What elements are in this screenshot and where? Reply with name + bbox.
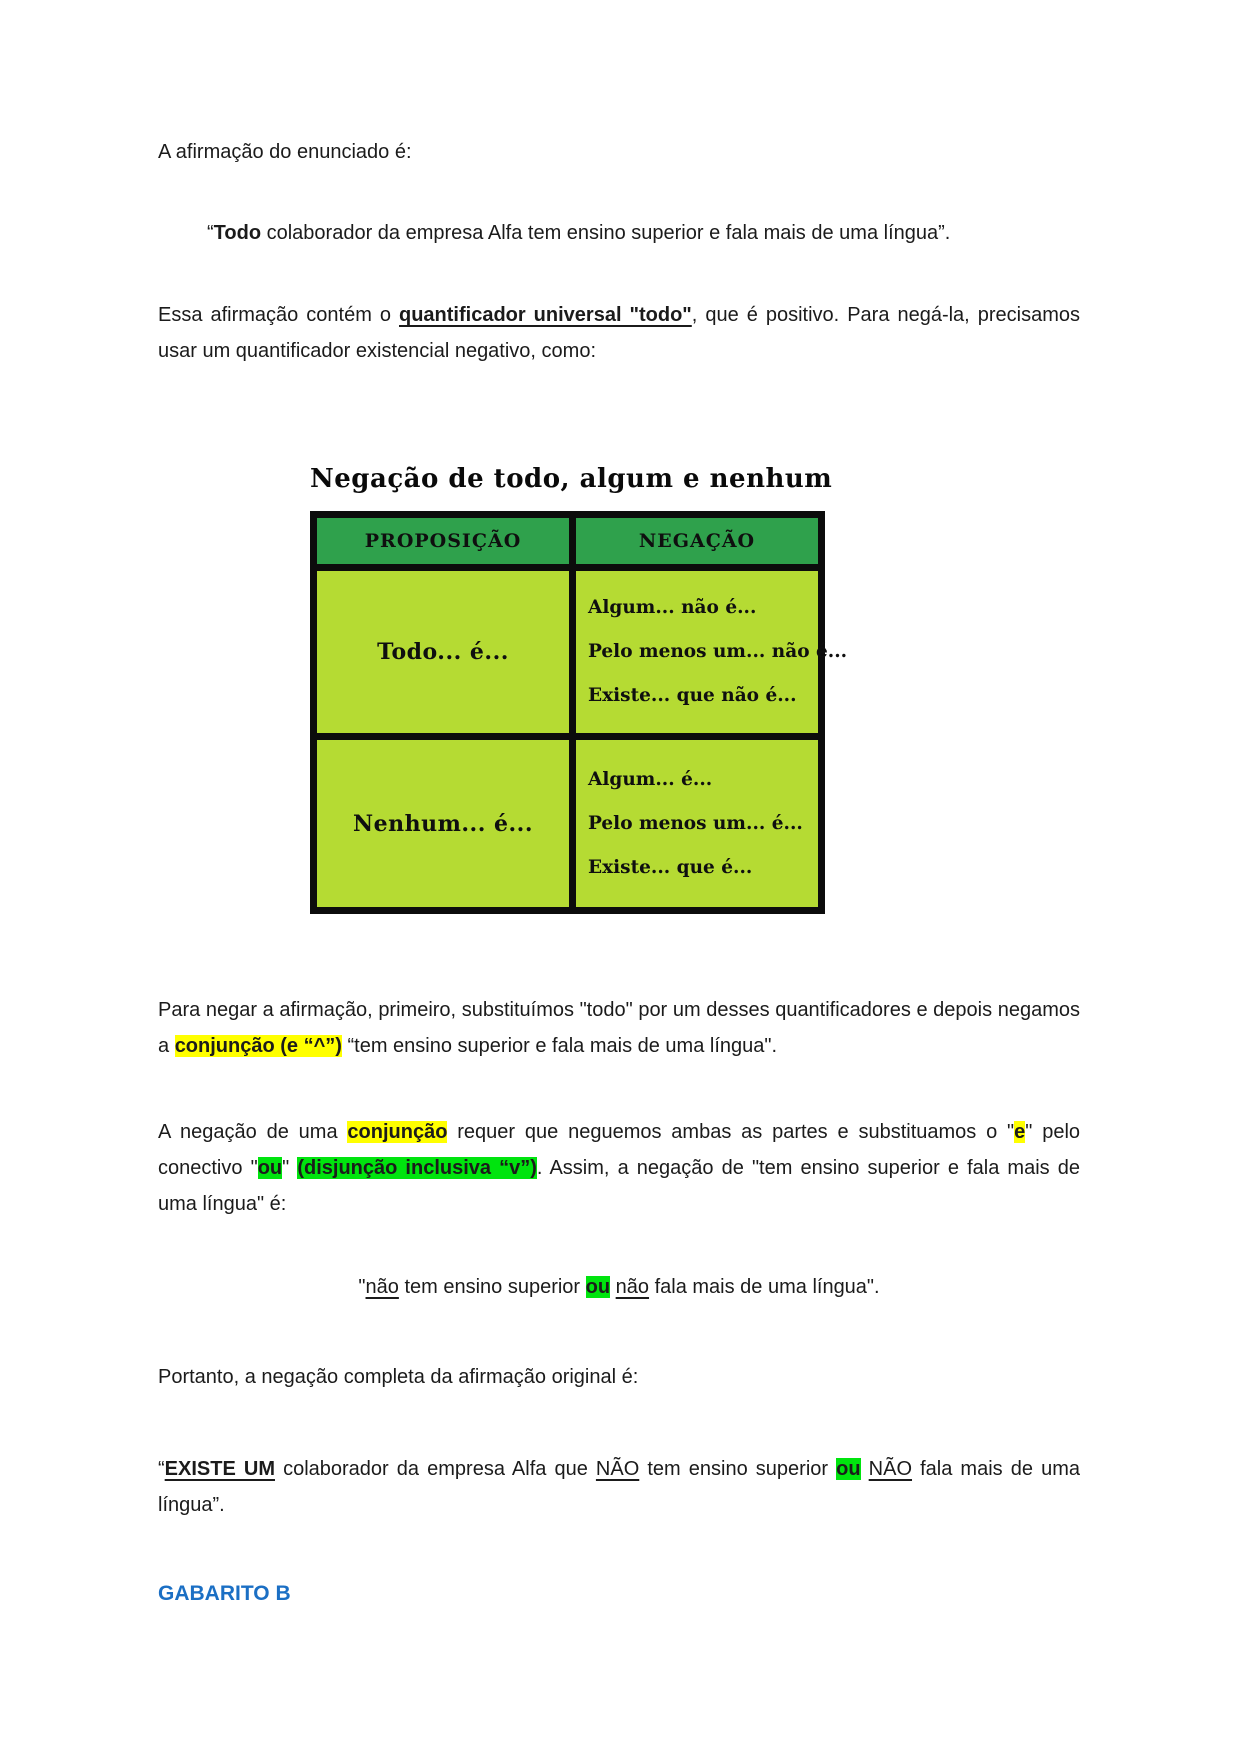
column-header-proposicao: PROPOSIÇÃO (314, 515, 573, 568)
text-segment: . Assim, a negação de "tem ensino superior e fala mais de uma língua" é: (158, 1157, 1081, 1215)
table-row-todo (314, 568, 822, 737)
text-segment: Todo (213, 222, 262, 244)
text-segment: " (282, 1157, 298, 1179)
text-segment: colaborador da empresa Alfa que (275, 1458, 596, 1480)
quote-final-negation (158, 1451, 1080, 1523)
column-header-negacao: NEGAÇÃO (573, 515, 822, 568)
text-segment (861, 1458, 869, 1480)
table-header-row (314, 515, 822, 568)
text-segment: fala mais de uma língua”. (158, 1458, 1080, 1516)
quote-original-statement (158, 215, 1080, 251)
text-segment: Portanto, a negação completa da afirmação original é: (158, 1366, 639, 1388)
paragraph-negation-step (158, 992, 1080, 1064)
text-segment: Para negar a afirmação, primeiro, substituímos "todo" por um desses quantificadores e depois negamos a (158, 999, 1080, 1057)
negacao-line: Algum... é... (588, 768, 713, 790)
text-segment: EXISTE UM (164, 1458, 275, 1480)
table-row-nenhum (314, 737, 822, 911)
highlighted-text: conjunção (e “^”) (174, 1035, 342, 1057)
text-segment: " pelo conectivo " (158, 1121, 1081, 1179)
highlighted-text: ou (836, 1458, 861, 1480)
text-segment: colaborador da empresa Alfa tem ensino superior e fala mais de uma língua”. (261, 222, 951, 244)
proposicao-cell: Nenhum... é... (314, 737, 573, 911)
paragraph-intro (158, 134, 1080, 170)
quote-negated-predicate (158, 1269, 1080, 1305)
negacao-line: Pelo menos um... é... (588, 812, 803, 834)
text-segment: NÃO (868, 1458, 913, 1480)
text-segment: não (365, 1276, 399, 1298)
text-segment: NÃO (595, 1458, 640, 1480)
highlighted-text: ou (257, 1157, 283, 1179)
negacao-cell (573, 568, 848, 737)
proposicao-cell: Todo... é... (314, 568, 573, 737)
negacao-line: Pelo menos um... não é... (588, 641, 848, 662)
text-segment: , que é positivo. Para negá-la, precisamos usar um quantificador existencial negativo, como: (158, 304, 1080, 362)
text-segment: “tem ensino superior e fala mais de uma língua". (341, 1035, 778, 1057)
negacao-line: Algum... não é... (588, 597, 757, 618)
figure-title: Negação de todo, algum e nenhum (310, 464, 833, 494)
negation-figure (310, 464, 848, 914)
paragraph-conclusion-intro (158, 1359, 1080, 1395)
negacao-cell (573, 737, 822, 911)
negacao-line: Existe... que é... (588, 856, 753, 878)
text-segment: não (615, 1276, 650, 1298)
highlighted-text: conjunção (347, 1121, 448, 1143)
text-segment: “ (207, 222, 214, 244)
paragraph-conjunction-rule (158, 1114, 1080, 1222)
highlighted-text: e (1014, 1121, 1026, 1143)
text-segment: requer que neguemos ambas as partes e substituamos o " (447, 1121, 1015, 1143)
text-segment: A negação de uma (158, 1121, 348, 1143)
answer-key: GABARITO B (158, 1582, 291, 1605)
highlighted-text: (disjunção inclusiva “v”) (297, 1157, 537, 1179)
text-segment: fala mais de uma língua". (649, 1276, 880, 1298)
text-segment: “ (158, 1458, 165, 1480)
negation-table (310, 511, 848, 914)
text-segment: tem ensino superior (639, 1458, 837, 1480)
negacao-line: Existe... que não é... (588, 685, 797, 706)
highlighted-text: ou (585, 1276, 611, 1298)
text-segment: quantificador universal "todo" (399, 304, 692, 326)
text-segment: " (358, 1276, 366, 1298)
paragraph-explanation-quantifier (158, 297, 1080, 369)
text-segment: A afirmação do enunciado é: (158, 141, 412, 163)
text-segment: Essa afirmação contém o (158, 304, 399, 326)
text-segment: tem ensino superior (398, 1276, 586, 1298)
